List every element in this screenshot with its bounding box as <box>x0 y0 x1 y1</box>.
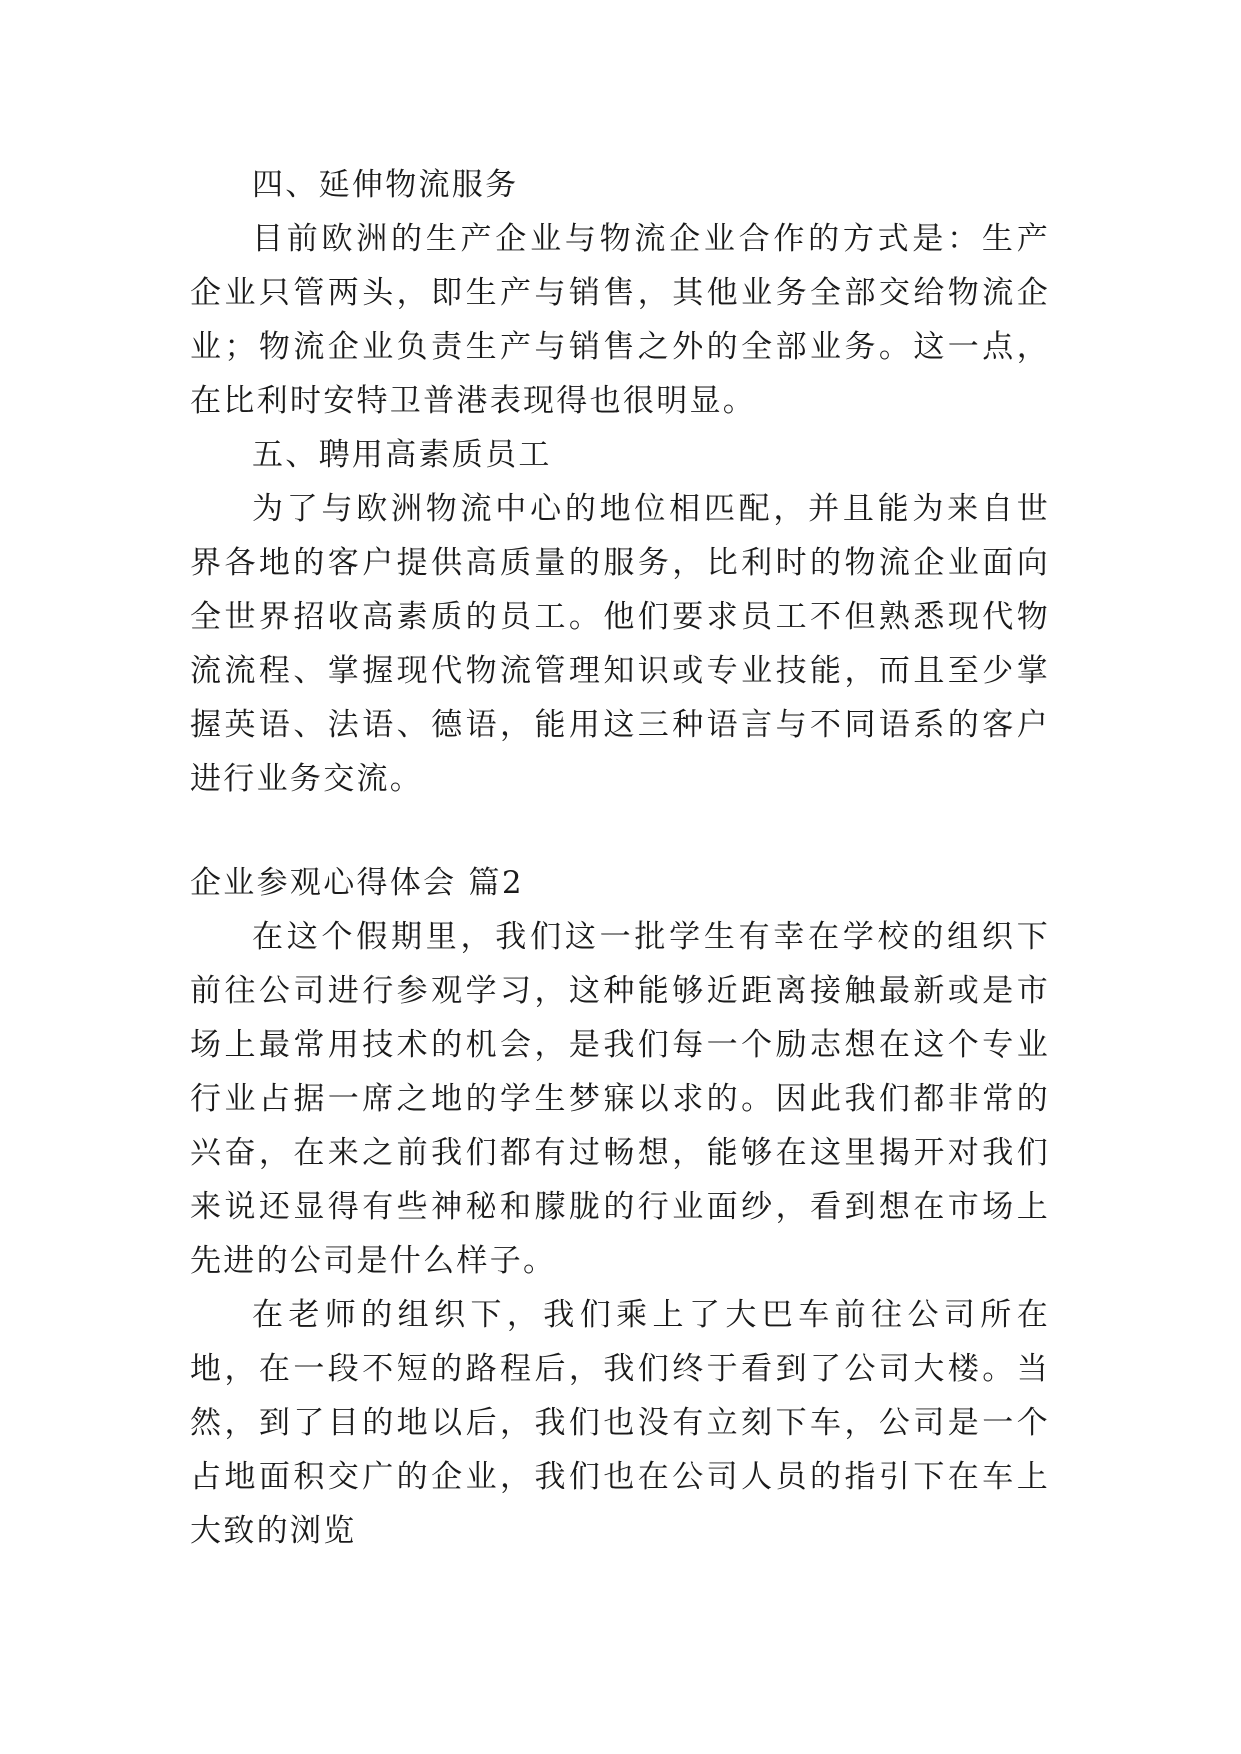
paragraph-visit-intro: 在这个假期里，我们这一批学生有幸在学校的组织下前往公司进行参观学习，这种能够近距离接触最新或是市场上最常用技术的机会，是我们每一个励志想在这个专业行业占据一席之地的学生梦寐以求的。因此我们都非常的兴奋，在来之前我们都有过畅想，能够在这里揭开对我们来说还显得有些神秘和朦胧的行业面纱，看到想在市场上先进的公司是什么样子。 <box>190 919 1050 1279</box>
paragraph-bus-trip: 在老师的组织下，我们乘上了大巴车前往公司所在地，在一段不短的路程后，我们终于看到了公司大楼。当然，到了目的地以后，我们也没有立刻下车，公司是一个占地面积交广的企业，我们也在公司人员的指引下在车上大致的浏览 <box>190 1297 1050 1549</box>
paragraph-staff-requirements: 为了与欧洲物流中心的地位相匹配，并且能为来自世界各地的客户提供高质量的服务，比利时的物流企业面向全世界招收高素质的员工。他们要求员工不但熟悉现代物流流程、掌握现代物流管理知识或专业技能，而且至少掌握英语、法语、德语，能用这三种语言与不同语系的客户进行业务交流。 <box>190 491 1050 797</box>
paragraph-cooperation-mode: 目前欧洲的生产企业与物流企业合作的方式是：生产企业只管两头，即生产与销售，其他业务全部交给物流企业；物流企业负责生产与销售之外的全部业务。这一点，在比利时安特卫普港表现得也很明显。 <box>190 221 1050 419</box>
heading-extend-logistics-services: 四、延伸物流服务 <box>252 167 519 203</box>
heading-hire-high-quality-staff: 五、聘用高素质员工 <box>252 437 552 473</box>
section-title: 企业参观心得体会 篇2 <box>190 865 524 901</box>
document-page <box>190 158 1050 1558</box>
